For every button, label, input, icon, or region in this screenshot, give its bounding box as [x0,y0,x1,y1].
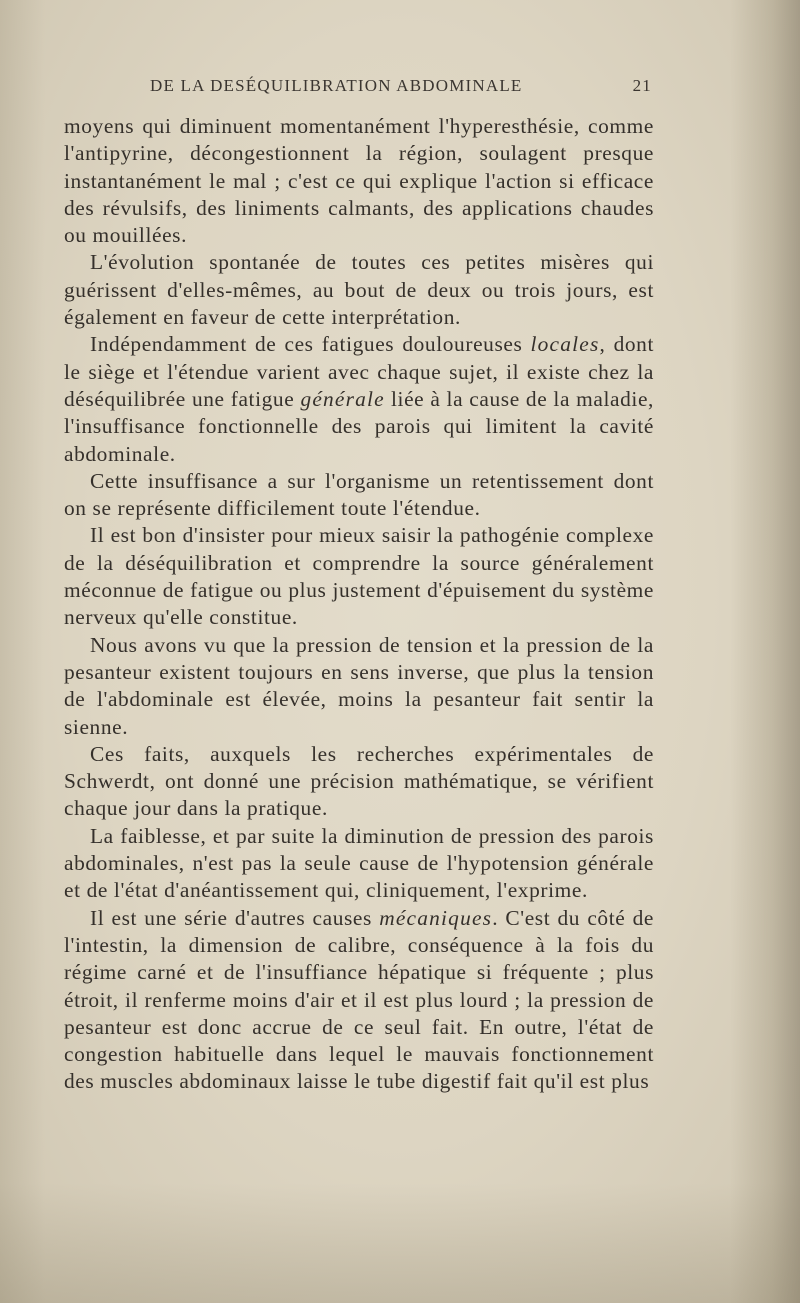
paragraph-9 [64,905,654,1096]
running-head-title: DE LA DESÉQUILIBRATION ABDOMINALE [150,76,523,95]
body-text [64,113,654,1096]
paragraph-5: Il est bon d'insister pour mieux saisir la pathogénie complexe de la déséquilibration et comprendre la source généralement méconnue de fatigue ou plus justement d'épuisement du système nerveux qu'elle constitue. [64,523,654,630]
paragraph-8: La faiblesse, et par suite la diminution de pression des parois abdominales, n'est pas la seule cause de l'hypotension générale et de l'état d'anéantissement qui, cliniquement, l'exprime. [64,823,654,903]
paragraph-9-part-1: Il est une série d'autres causes [90,905,380,930]
page-left-shadow [0,0,45,1303]
paragraph-9-emphasis-mecaniques: mécaniques [379,905,493,930]
paragraph-3-part-1: Indépendamment de ces fatigues douloureuses [90,332,531,357]
paragraph-7: Ces faits, auxquels les recherches expérimentales de Schwerdt, ont donné une précision mathématique, se vérifient chaque jour dans la pratique. [64,741,654,821]
paragraph-3 [64,331,654,467]
paragraph-2: L'évolution spontanée de toutes ces petites misères qui guérissent d'elles-mêmes, au bout de deux ou trois jours, est également en faveur de cette interprétation. [64,250,654,330]
paragraph-3-emphasis-locales: locales [530,332,600,357]
page-number: 21 [632,76,652,95]
paragraph-1: moyens qui diminuent momentanément l'hyperesthésie, comme l'antipyrine, décongestionnent la région, soulagent presque instantanément le mal ; c'est ce qui explique l'action si efficace des révulsifs, des liniments calmants, des applications chaudes ou mouillées. [64,114,654,248]
paragraph-3-emphasis-generale: générale [300,386,385,411]
paragraph-4: Cette insuffisance a sur l'organisme un retentissement dont on se représente difficilement toute l'étendue. [64,468,654,521]
paragraph-9-part-2: . C'est du côté de l'intestin, la dimension de calibre, conséquence à la fois du régime carné et de l'insuffiance hépatique si fréquente ; plus étroit, il renferme moins d'air et il est plus lourd ; la pression de pesanteur est donc accrue de ce seul fait. En outre, l'état de congestion habituelle dans lequel le mauvais fonctionnement des muscles abdominaux laisse le tube digestif fait qu'il est plus [64,905,654,1094]
page-bottom-shadow [0,1183,800,1303]
paragraph-6: Nous avons vu que la pression de tension et la pression de la pesanteur existent toujours en sens inverse, que plus la tension de l'abdominale est élevée, moins la pesanteur fait sentir la sienne. [64,632,654,739]
page-binding-shadow [730,0,800,1303]
paragraph-3-part-2: , dont le siège et l'étendue varient avec chaque sujet, il existe chez la déséquilibrée une fatigue [64,332,654,411]
running-head [150,76,652,98]
paragraph-3-part-3: liée à la cause de la maladie, l'insuffisance fonctionnelle des parois qui limitent la cavité abdominale. [64,386,654,466]
